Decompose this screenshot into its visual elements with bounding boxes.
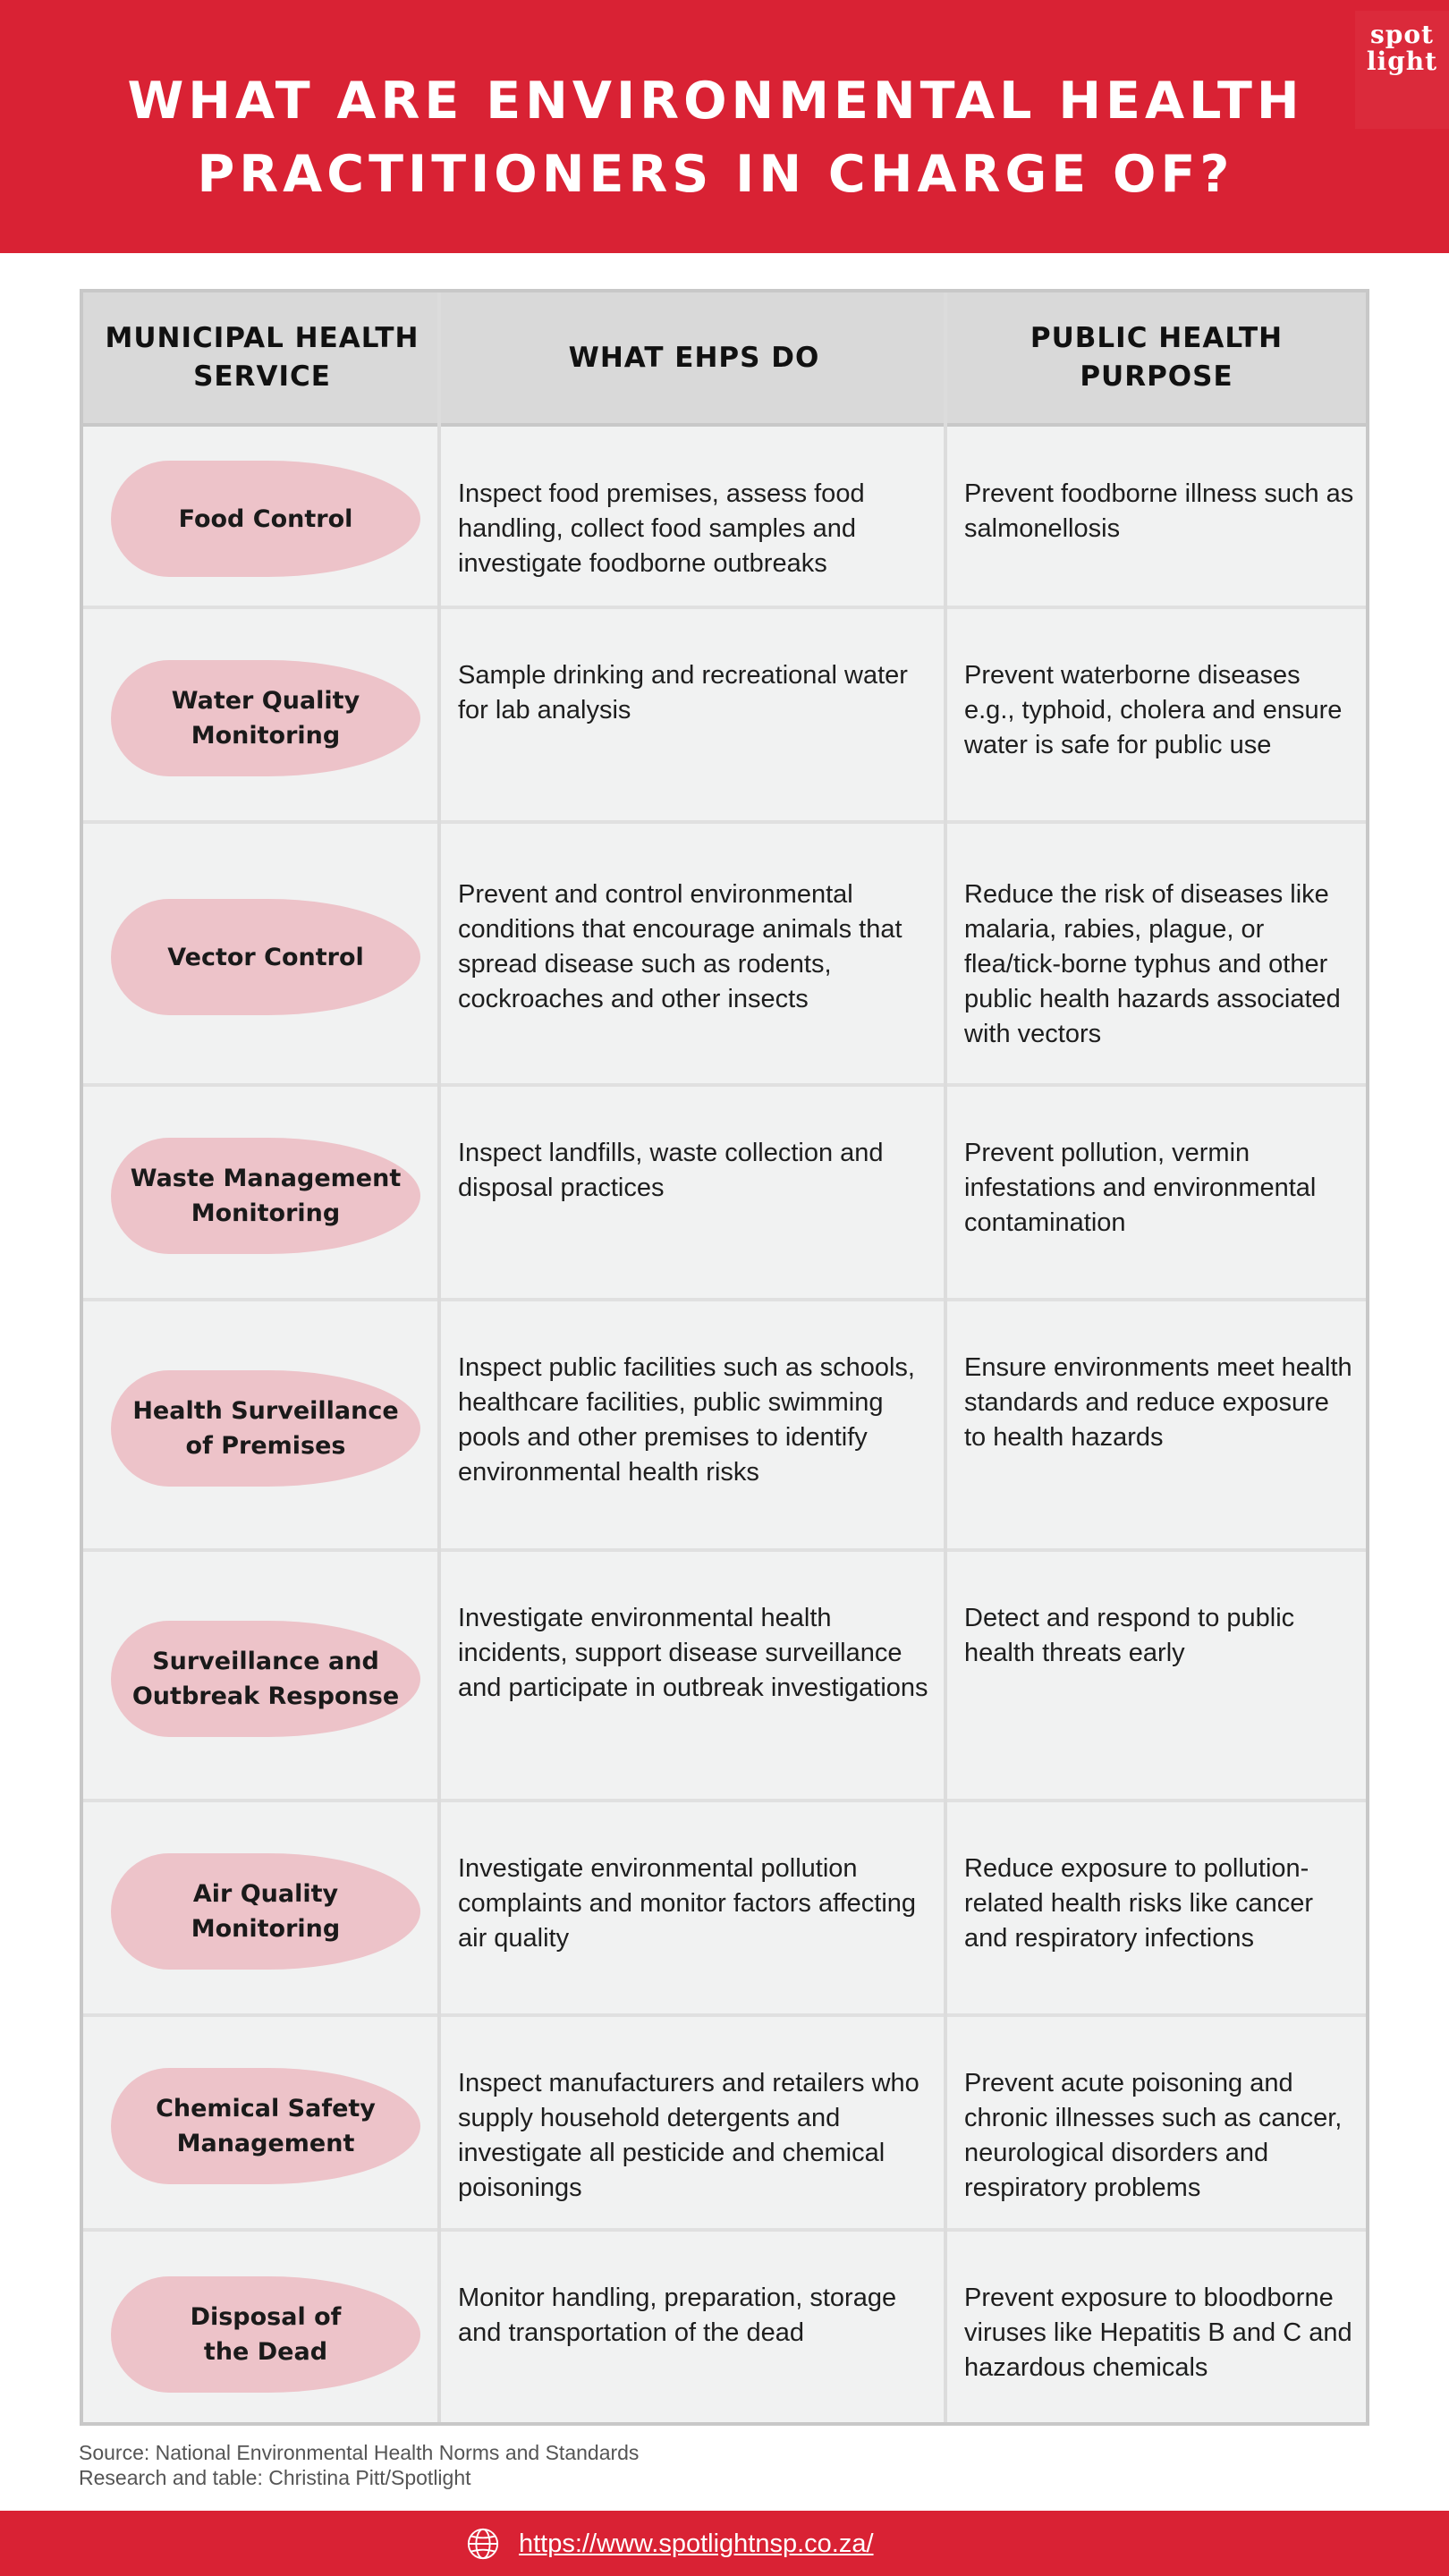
what-ehps-do-cell: Inspect public facilities such as schools, healthcare facilities, public swimming pools and other premises to identify environmental health risks — [458, 1353, 915, 1487]
footer-banner — [0, 2511, 1449, 2576]
service-pill: Disposal of the Dead — [111, 2276, 420, 2393]
service-pill: Vector Control — [111, 899, 420, 1015]
service-pill: Air Quality Monitoring — [111, 1853, 420, 1970]
what-ehps-do-cell: Prevent and control environmental conditions that encourage animals that spread disease such as rodents, cockroaches and other insects — [458, 880, 902, 1013]
public-health-purpose-cell: Ensure environments meet health standards and reduce exposure to health hazards — [964, 1353, 1352, 1452]
service-pill: Waste Management Monitoring — [111, 1138, 420, 1254]
table-row — [83, 1083, 1366, 1298]
globe-icon — [466, 2527, 500, 2561]
service-pill: Water Quality Monitoring — [111, 660, 420, 776]
what-ehps-do-cell: Investigate environmental pollution complaints and monitor factors affecting air quality — [458, 1854, 917, 1953]
column-divider — [437, 292, 441, 2422]
credit-line: Research and table: Christina Pitt/Spotlight — [79, 2466, 471, 2489]
column-header-what: WHAT EHPS DO — [568, 341, 820, 374]
table-header — [83, 292, 1366, 427]
public-health-purpose-cell: Reduce the risk of diseases like malaria, rabies, plague, or flea/tick-borne typhus and other public health hazards associated with vectors — [964, 880, 1341, 1048]
table-row — [83, 2228, 1366, 2422]
table-row — [83, 606, 1366, 820]
public-health-purpose-cell: Prevent foodborne illness such as salmonellosis — [964, 479, 1354, 543]
column-divider — [944, 292, 947, 2422]
table-row — [83, 423, 1366, 606]
source-note — [79, 2440, 884, 2490]
what-ehps-do-cell: Inspect landfills, waste collection and disposal practices — [458, 1139, 884, 1202]
service-pill: Surveillance and Outbreak Response — [111, 1621, 420, 1737]
services-table — [80, 289, 1369, 2426]
public-health-purpose-cell: Prevent waterborne diseases e.g., typhoid, cholera and ensure water is safe for public use — [964, 661, 1343, 759]
header-banner — [0, 0, 1449, 253]
service-pill: Food Control — [111, 461, 420, 577]
what-ehps-do-cell: Inspect manufacturers and retailers who supply household detergents and investigate all pesticide and chemical poisonings — [458, 2069, 919, 2202]
page-title: WHAT ARE ENVIRONMENTAL HEALTH PRACTITIONERS IN CHARGE OF? — [127, 72, 1304, 204]
service-pill: Health Surveillance of Premises — [111, 1370, 420, 1487]
column-header-service: MUNICIPAL HEALTH SERVICE — [105, 322, 419, 393]
table-row — [83, 1548, 1366, 1799]
website-link[interactable]: https://www.spotlightnsp.co.za/ — [519, 2529, 874, 2558]
what-ehps-do-cell: Monitor handling, preparation, storage and transportation of the dead — [458, 2284, 897, 2347]
what-ehps-do-cell: Investigate environmental health incidents, support disease surveillance and participate in outbreak investigations — [458, 1604, 928, 1702]
spotlight-logo — [1355, 11, 1449, 129]
service-pill: Chemical Safety Management — [111, 2068, 420, 2184]
table-row — [83, 2013, 1366, 2228]
column-header-purpose: PUBLIC HEALTH PURPOSE — [1030, 322, 1284, 393]
what-ehps-do-cell: Inspect food premises, assess food handling, collect food samples and investigate foodborne outbreaks — [458, 479, 865, 578]
public-health-purpose-cell: Detect and respond to public health threats early — [964, 1604, 1295, 1667]
public-health-purpose-cell: Reduce exposure to pollution-related health risks like cancer and respiratory infections — [964, 1854, 1314, 1953]
table-row — [83, 820, 1366, 1083]
logo-text: spot light — [1366, 20, 1438, 76]
source-line: Source: National Environmental Health Norms and Standards — [79, 2441, 640, 2464]
table-row — [83, 1799, 1366, 2013]
table-row — [83, 1298, 1366, 1548]
public-health-purpose-cell: Prevent exposure to bloodborne viruses like Hepatitis B and C and hazardous chemicals — [964, 2284, 1352, 2382]
public-health-purpose-cell: Prevent pollution, vermin infestations and environmental contamination — [964, 1139, 1317, 1237]
public-health-purpose-cell: Prevent acute poisoning and chronic illnesses such as cancer, neurological disorders and respiratory problems — [964, 2069, 1343, 2202]
what-ehps-do-cell: Sample drinking and recreational water for lab analysis — [458, 661, 908, 724]
